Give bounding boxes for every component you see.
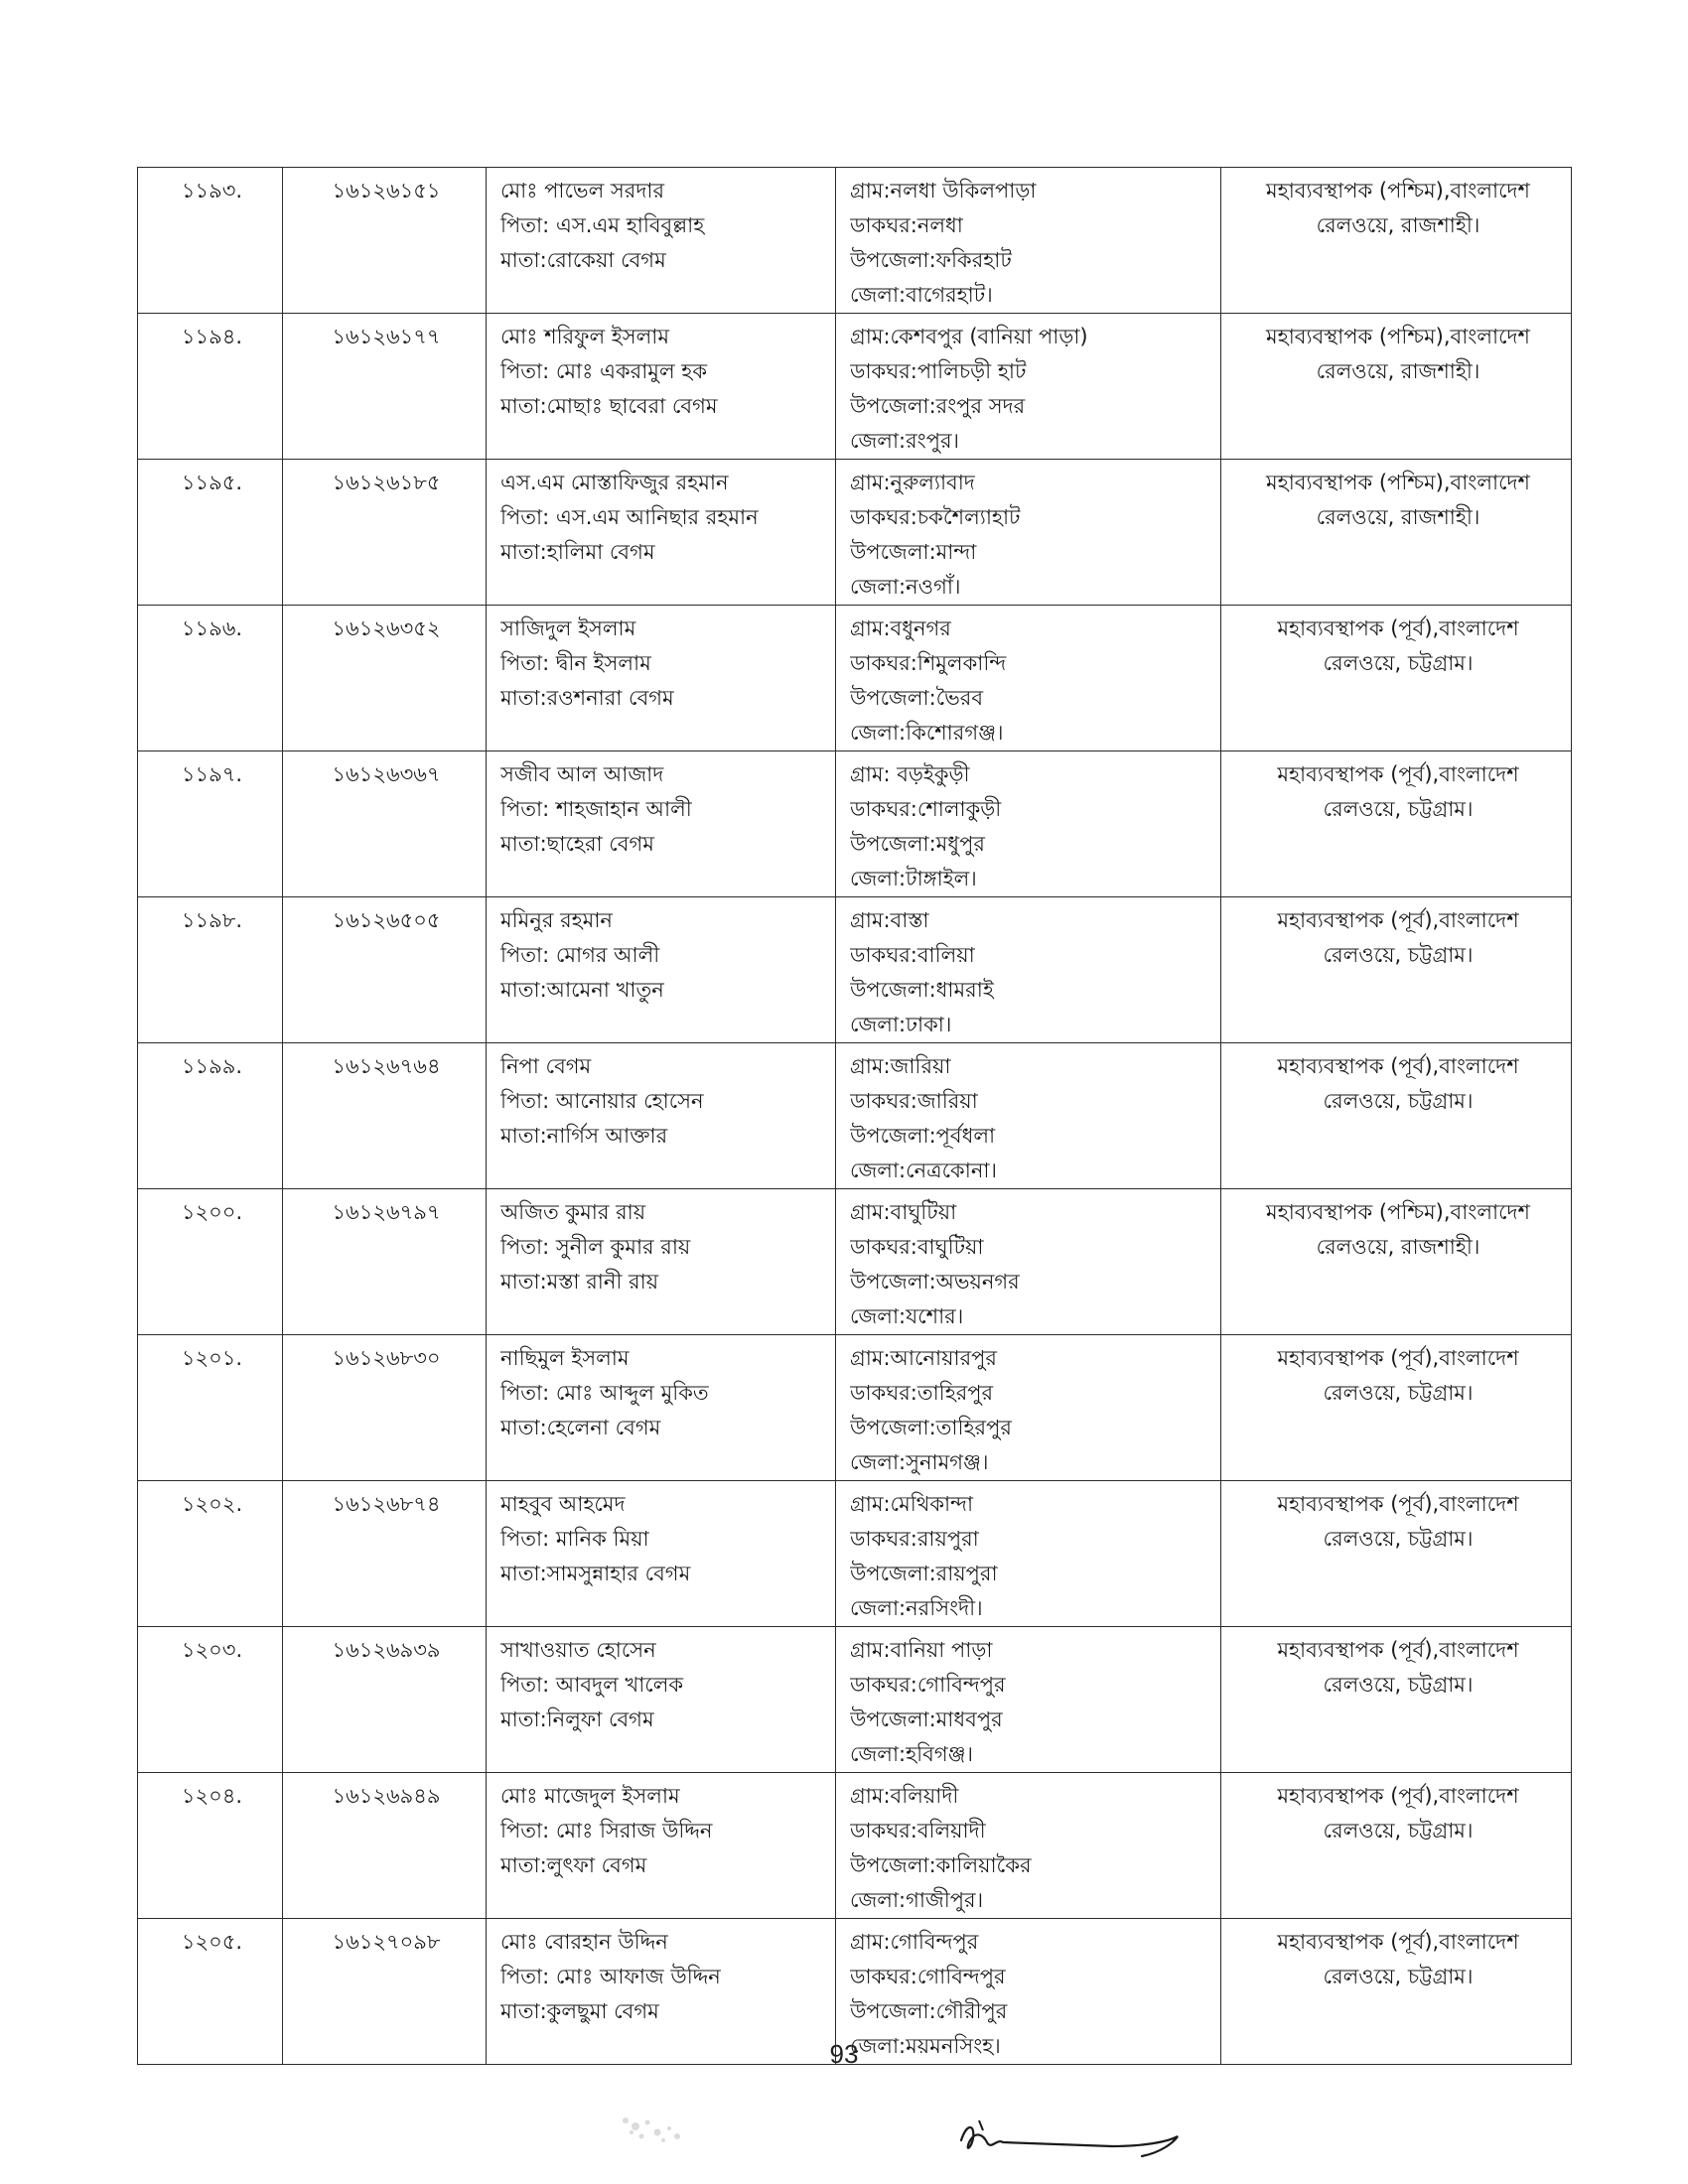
assigned-office-cell <box>1221 460 1572 606</box>
cell-text: গ্রাম:বলিয়াদী <box>850 1784 959 1808</box>
cell-text: ১৬১২৬৭৬৪ <box>332 1054 441 1078</box>
cell-text: মোঃ শরিফুল ইসলাম <box>500 325 669 348</box>
cell-text: উপজেলা:অভয়নগর <box>850 1270 1020 1294</box>
cell-text: পিতা: মোঃ আব্দুল মুকিত <box>500 1381 709 1405</box>
table-row <box>138 606 1572 751</box>
cell-text: মহাব্যবস্থাপক (পশ্চিম),বাংলাদেশ <box>1266 1200 1530 1224</box>
candidate-info-cell <box>487 1335 836 1481</box>
cell-text: ডাকঘর:নলধা <box>850 213 963 237</box>
cell-text: জেলা:নরসিংদী। <box>850 1596 983 1620</box>
cell-text: উপজেলা:মাধবপুর <box>850 1707 1003 1731</box>
cell-text: ১৬১২৬৯৪৯ <box>332 1784 441 1808</box>
cell-text: জেলা:যশোর। <box>850 1304 964 1328</box>
cell-text: ১৬১২৭০৯৮ <box>332 1930 441 1954</box>
ink-smudge-icon <box>606 2103 715 2152</box>
address-cell <box>836 1627 1221 1773</box>
cell-text: মাতা:নার্গিস আক্তার <box>500 1124 668 1148</box>
cell-text: মাতা:ছাহেরা বেগম <box>500 832 654 856</box>
assigned-office-cell <box>1221 1043 1572 1189</box>
candidate-info-cell <box>487 751 836 897</box>
cell-text: গ্রাম:বাঘুটিয়া <box>850 1200 957 1224</box>
candidate-table <box>137 167 1572 2065</box>
address-cell <box>836 1335 1221 1481</box>
serial-number-cell <box>138 314 283 460</box>
cell-text: ১৬১২৬৩৫২ <box>332 616 441 640</box>
cell-text: ১১৯৪. <box>181 325 243 348</box>
cell-text: গ্রাম:নুরুল্যাবাদ <box>850 471 975 494</box>
assigned-office-cell <box>1221 1627 1572 1773</box>
cell-text: গ্রাম:কেশবপুর (বানিয়া পাড়া) <box>850 325 1088 348</box>
table-row <box>138 1043 1572 1189</box>
assigned-office-cell <box>1221 168 1572 314</box>
cell-text: ১১৯৮. <box>181 908 243 932</box>
candidate-info-cell <box>487 1627 836 1773</box>
cell-text: ১৬১২৬৭৯৭ <box>332 1200 441 1224</box>
cell-text: উপজেলা:তাহিরপুর <box>850 1416 1012 1439</box>
cell-text: উপজেলা:গৌরীপুর <box>850 1999 1008 2023</box>
roll-number-cell <box>283 314 487 460</box>
cell-text: মাতা:মস্তা রানী রায় <box>500 1270 659 1294</box>
cell-text: মাতা:হালিমা বেগম <box>500 540 655 564</box>
roll-number-cell <box>283 1627 487 1773</box>
cell-text: সজীব আল আজাদ <box>500 762 664 786</box>
assigned-office-cell <box>1221 897 1572 1043</box>
table-row <box>138 1627 1572 1773</box>
cell-text: পিতা: এস.এম হাবিবুল্লাহ <box>500 213 705 237</box>
cell-text: রেলওয়ে, চট্টগ্রাম। <box>1323 1527 1474 1551</box>
serial-number-cell <box>138 1189 283 1335</box>
cell-text: মহাব্যবস্থাপক (পূর্ব),বাংলাদেশ <box>1277 1346 1519 1370</box>
cell-text: জেলা:নওগাঁ। <box>850 575 961 599</box>
candidate-info-cell <box>487 606 836 751</box>
cell-text: উপজেলা:পূর্বধলা <box>850 1124 996 1148</box>
address-cell <box>836 460 1221 606</box>
cell-text: পিতা: মানিক মিয়া <box>500 1527 649 1551</box>
table-row <box>138 460 1572 606</box>
cell-text: গ্রাম:মেথিকান্দা <box>850 1492 974 1516</box>
cell-text: ১৬১২৬৮৩০ <box>332 1346 441 1370</box>
cell-text: রেলওয়ে, চট্টগ্রাম। <box>1323 651 1474 675</box>
cell-text: ডাকঘর:শিমুলকান্দি <box>850 651 1007 675</box>
cell-text: গ্রাম:বাস্তা <box>850 908 929 932</box>
roll-number-cell <box>283 606 487 751</box>
serial-number-cell <box>138 897 283 1043</box>
cell-text: গ্রাম:বধুনগর <box>850 616 951 640</box>
serial-number-cell <box>138 1627 283 1773</box>
table-row <box>138 751 1572 897</box>
cell-text: মাতা:নিলুফা বেগম <box>500 1707 654 1731</box>
assigned-office-cell <box>1221 1335 1572 1481</box>
cell-text: ডাকঘর:বালিয়া <box>850 943 975 967</box>
cell-text: মহাব্যবস্থাপক (পূর্ব),বাংলাদেশ <box>1277 908 1519 932</box>
cell-text: মাতা:লুৎফা বেগম <box>500 1853 647 1877</box>
cell-text: মাতা:মোছাঃ ছাবেরা বেগম <box>500 394 718 418</box>
cell-text: রেলওয়ে, চট্টগ্রাম। <box>1323 1819 1474 1843</box>
candidate-info-cell <box>487 1043 836 1189</box>
cell-text: জেলা:গাজীপুর। <box>850 1888 984 1912</box>
serial-number-cell <box>138 1335 283 1481</box>
candidate-info-cell <box>487 897 836 1043</box>
cell-text: জেলা:টাঙ্গাইল। <box>850 867 977 890</box>
table-row <box>138 314 1572 460</box>
serial-number-cell <box>138 168 283 314</box>
assigned-office-cell <box>1221 751 1572 897</box>
cell-text: ১২০২. <box>181 1492 243 1516</box>
cell-text: ১২০৫. <box>181 1930 243 1954</box>
cell-text: ডাকঘর:জারিয়া <box>850 1089 978 1113</box>
cell-text: জেলা:বাগেরহাট। <box>850 283 993 307</box>
cell-text: ডাকঘর:বাঘুটিয়া <box>850 1235 984 1259</box>
cell-text: রেলওয়ে, চট্টগ্রাম। <box>1323 797 1474 821</box>
cell-text: মাহবুব আহমেদ <box>500 1492 626 1516</box>
cell-text: ১৬১২৬৫০৫ <box>332 908 441 932</box>
roll-number-cell <box>283 1043 487 1189</box>
candidate-info-cell <box>487 168 836 314</box>
cell-text: মমিনুর রহমান <box>500 908 613 932</box>
table-row <box>138 1335 1572 1481</box>
page-number: 93 <box>829 2039 859 2069</box>
cell-text: ১৬১২৬৩৬৭ <box>332 762 441 786</box>
roll-number-cell <box>283 1481 487 1627</box>
cell-text: উপজেলা:ফকিরহাট <box>850 248 1012 272</box>
cell-text: মহাব্যবস্থাপক (পশ্চিম),বাংলাদেশ <box>1266 179 1530 203</box>
assigned-office-cell <box>1221 606 1572 751</box>
cell-text: পিতা: মোঃ সিরাজ উদ্দিন <box>500 1819 713 1843</box>
cell-text: গ্রাম:আনোয়ারপুর <box>850 1346 997 1370</box>
cell-text: জেলা:ঢাকা। <box>850 1013 952 1036</box>
assigned-office-cell <box>1221 1481 1572 1627</box>
cell-text: রেলওয়ে, চট্টগ্রাম। <box>1323 943 1474 967</box>
cell-text: মোঃ বোরহান উদ্দিন <box>500 1930 668 1954</box>
cell-text: গ্রাম: বড়ইকুড়ী <box>850 762 970 786</box>
cell-text: রেলওয়ে, চট্টগ্রাম। <box>1323 1965 1474 1988</box>
cell-text: নিপা বেগম <box>500 1054 592 1078</box>
cell-text: পিতা: মোগর আলী <box>500 943 660 967</box>
cell-text: রেলওয়ে, চট্টগ্রাম। <box>1323 1089 1474 1113</box>
candidate-info-cell <box>487 1481 836 1627</box>
cell-text: মহাব্যবস্থাপক (পশ্চিম),বাংলাদেশ <box>1266 325 1530 348</box>
cell-text: পিতা: আনোয়ার হোসেন <box>500 1089 704 1113</box>
cell-text: মহাব্যবস্থাপক (পূর্ব),বাংলাদেশ <box>1277 1492 1519 1516</box>
cell-text: জেলা:সুনামগঞ্জ। <box>850 1450 989 1474</box>
address-cell <box>836 1043 1221 1189</box>
candidate-info-cell <box>487 1189 836 1335</box>
address-cell <box>836 314 1221 460</box>
cell-text: মোঃ মাজেদুল ইসলাম <box>500 1784 680 1808</box>
cell-text: সাজিদুল ইসলাম <box>500 616 636 640</box>
cell-text: ডাকঘর:শোলাকুড়ী <box>850 797 1002 821</box>
cell-text: ডাকঘর:গোবিন্দপুর <box>850 1965 1006 1988</box>
cell-text: রেলওয়ে, রাজশাহী। <box>1316 505 1480 529</box>
cell-text: জেলা:ময়মনসিংহ। <box>850 2034 1001 2058</box>
cell-text: ১৬১২৬১৮৫ <box>332 471 441 494</box>
document-page <box>137 167 1571 2065</box>
cell-text: পিতা: এস.এম আনিছার রহমান <box>500 505 759 529</box>
roll-number-cell <box>283 1189 487 1335</box>
address-cell <box>836 751 1221 897</box>
assigned-office-cell <box>1221 314 1572 460</box>
cell-text: উপজেলা:ধামরাই <box>850 978 994 1002</box>
table-row <box>138 897 1572 1043</box>
cell-text: ১২০৩. <box>181 1638 243 1662</box>
cell-text: ১২০৪. <box>181 1784 243 1808</box>
cell-text: উপজেলা:রংপুর সদর <box>850 394 1026 418</box>
cell-text: মাতা:রওশনারা বেগম <box>500 686 674 710</box>
cell-text: ডাকঘর:চকশৈল্যাহাট <box>850 505 1021 529</box>
cell-text: ডাকঘর:পালিচড়ী হাট <box>850 359 1027 383</box>
address-cell <box>836 1189 1221 1335</box>
cell-text: ১৬১২৬৮৭৪ <box>332 1492 441 1516</box>
cell-text: অজিত কুমার রায় <box>500 1200 646 1224</box>
cell-text: ডাকঘর:রায়পুরা <box>850 1527 979 1551</box>
cell-text: ১১৯৬. <box>181 616 243 640</box>
serial-number-cell <box>138 606 283 751</box>
candidate-info-cell <box>487 1773 836 1919</box>
candidate-info-cell <box>487 314 836 460</box>
cell-text: জেলা:কিশোরগঞ্জ। <box>850 721 1004 745</box>
cell-text: জেলা:রংপুর। <box>850 429 960 453</box>
cell-text: পিতা: মোঃ আফাজ উদ্দিন <box>500 1965 721 1988</box>
cell-text: মহাব্যবস্থাপক (পূর্ব),বাংলাদেশ <box>1277 1784 1519 1808</box>
cell-text: ১৬১২৬১৫১ <box>332 179 441 203</box>
assigned-office-cell <box>1221 1773 1572 1919</box>
cell-text: উপজেলা:মধুপুর <box>850 832 985 856</box>
serial-number-cell <box>138 1481 283 1627</box>
table-row <box>138 1481 1572 1627</box>
cell-text: গ্রাম:বানিয়া পাড়া <box>850 1638 993 1662</box>
table-row <box>138 1189 1572 1335</box>
cell-text: মহাব্যবস্থাপক (পূর্ব),বাংলাদেশ <box>1277 616 1519 640</box>
cell-text: রেলওয়ে, রাজশাহী। <box>1316 213 1480 237</box>
signature-icon <box>953 2113 1182 2172</box>
cell-text: মোঃ পাভেল সরদার <box>500 179 664 203</box>
cell-text: উপজেলা:কালিয়াকৈর <box>850 1853 1032 1877</box>
cell-text: রেলওয়ে, রাজশাহী। <box>1316 1235 1480 1259</box>
cell-text: মাতা:হেলেনা বেগম <box>500 1416 661 1439</box>
roll-number-cell <box>283 1773 487 1919</box>
cell-text: মাতা:আমেনা খাতুন <box>500 978 664 1002</box>
address-cell <box>836 1481 1221 1627</box>
cell-text: জেলা:নেত্রকোনা। <box>850 1159 997 1182</box>
roll-number-cell <box>283 751 487 897</box>
cell-text: পিতা: আবদুল খালেক <box>500 1673 684 1697</box>
cell-text: মহাব্যবস্থাপক (পূর্ব),বাংলাদেশ <box>1277 1930 1519 1954</box>
table-row <box>138 168 1572 314</box>
cell-text: ১৬১২৬৯৩৯ <box>332 1638 441 1662</box>
cell-text: রেলওয়ে, চট্টগ্রাম। <box>1323 1381 1474 1405</box>
cell-text: মাতা:সামসুন্নাহার বেগম <box>500 1562 691 1585</box>
serial-number-cell <box>138 1043 283 1189</box>
cell-text: গ্রাম:জারিয়া <box>850 1054 951 1078</box>
cell-text: রেলওয়ে, চট্টগ্রাম। <box>1323 1673 1474 1697</box>
cell-text: ১১৯৫. <box>181 471 243 494</box>
roll-number-cell <box>283 897 487 1043</box>
cell-text: উপজেলা:মান্দা <box>850 540 977 564</box>
cell-text: ১৬১২৬১৭৭ <box>332 325 441 348</box>
candidate-info-cell <box>487 460 836 606</box>
cell-text: গ্রাম:নলধা উকিলপাড়া <box>850 179 1037 203</box>
address-cell <box>836 168 1221 314</box>
cell-text: মাতা:রোকেয়া বেগম <box>500 248 666 272</box>
cell-text: পিতা: শাহজাহান আলী <box>500 797 692 821</box>
table-row <box>138 1773 1572 1919</box>
serial-number-cell <box>138 751 283 897</box>
cell-text: ১২০০. <box>181 1200 243 1224</box>
cell-text: মহাব্যবস্থাপক (পশ্চিম),বাংলাদেশ <box>1266 471 1530 494</box>
address-cell <box>836 606 1221 751</box>
serial-number-cell <box>138 1773 283 1919</box>
assigned-office-cell <box>1221 1189 1572 1335</box>
cell-text: রেলওয়ে, রাজশাহী। <box>1316 359 1480 383</box>
cell-text: পিতা: মোঃ একরামুল হক <box>500 359 708 383</box>
cell-text: সাখাওয়াত হোসেন <box>500 1638 656 1662</box>
address-cell <box>836 1773 1221 1919</box>
cell-text: এস.এম মোস্তাফিজুর রহমান <box>500 471 729 494</box>
cell-text: পিতা: দ্বীন ইসলাম <box>500 651 651 675</box>
roll-number-cell <box>283 460 487 606</box>
cell-text: গ্রাম:গোবিন্দপুর <box>850 1930 979 1954</box>
cell-text: জেলা:হবিগঞ্জ। <box>850 1742 974 1766</box>
cell-text: পিতা: সুনীল কুমার রায় <box>500 1235 691 1259</box>
address-cell <box>836 897 1221 1043</box>
cell-text: ১১৯৭. <box>181 762 243 786</box>
cell-text: নাছিমুল ইসলাম <box>500 1346 630 1370</box>
roll-number-cell <box>283 1335 487 1481</box>
cell-text: উপজেলা:রায়পুরা <box>850 1562 998 1585</box>
cell-text: ডাকঘর:বলিয়াদী <box>850 1819 986 1843</box>
serial-number-cell <box>138 460 283 606</box>
cell-text: উপজেলা:ভৈরব <box>850 686 984 710</box>
cell-text: ডাকঘর:গোবিন্দপুর <box>850 1673 1006 1697</box>
cell-text: ১১৯৩. <box>181 179 243 203</box>
cell-text: ১২০১. <box>181 1346 243 1370</box>
cell-text: মহাব্যবস্থাপক (পূর্ব),বাংলাদেশ <box>1277 1054 1519 1078</box>
cell-text: মাতা:কুলছুমা বেগম <box>500 1999 659 2023</box>
roll-number-cell <box>283 168 487 314</box>
cell-text: ১১৯৯. <box>181 1054 243 1078</box>
cell-text: ডাকঘর:তাহিরপুর <box>850 1381 994 1405</box>
cell-text: মহাব্যবস্থাপক (পূর্ব),বাংলাদেশ <box>1277 762 1519 786</box>
cell-text: মহাব্যবস্থাপক (পূর্ব),বাংলাদেশ <box>1277 1638 1519 1662</box>
candidate-table-body <box>138 168 1572 2065</box>
